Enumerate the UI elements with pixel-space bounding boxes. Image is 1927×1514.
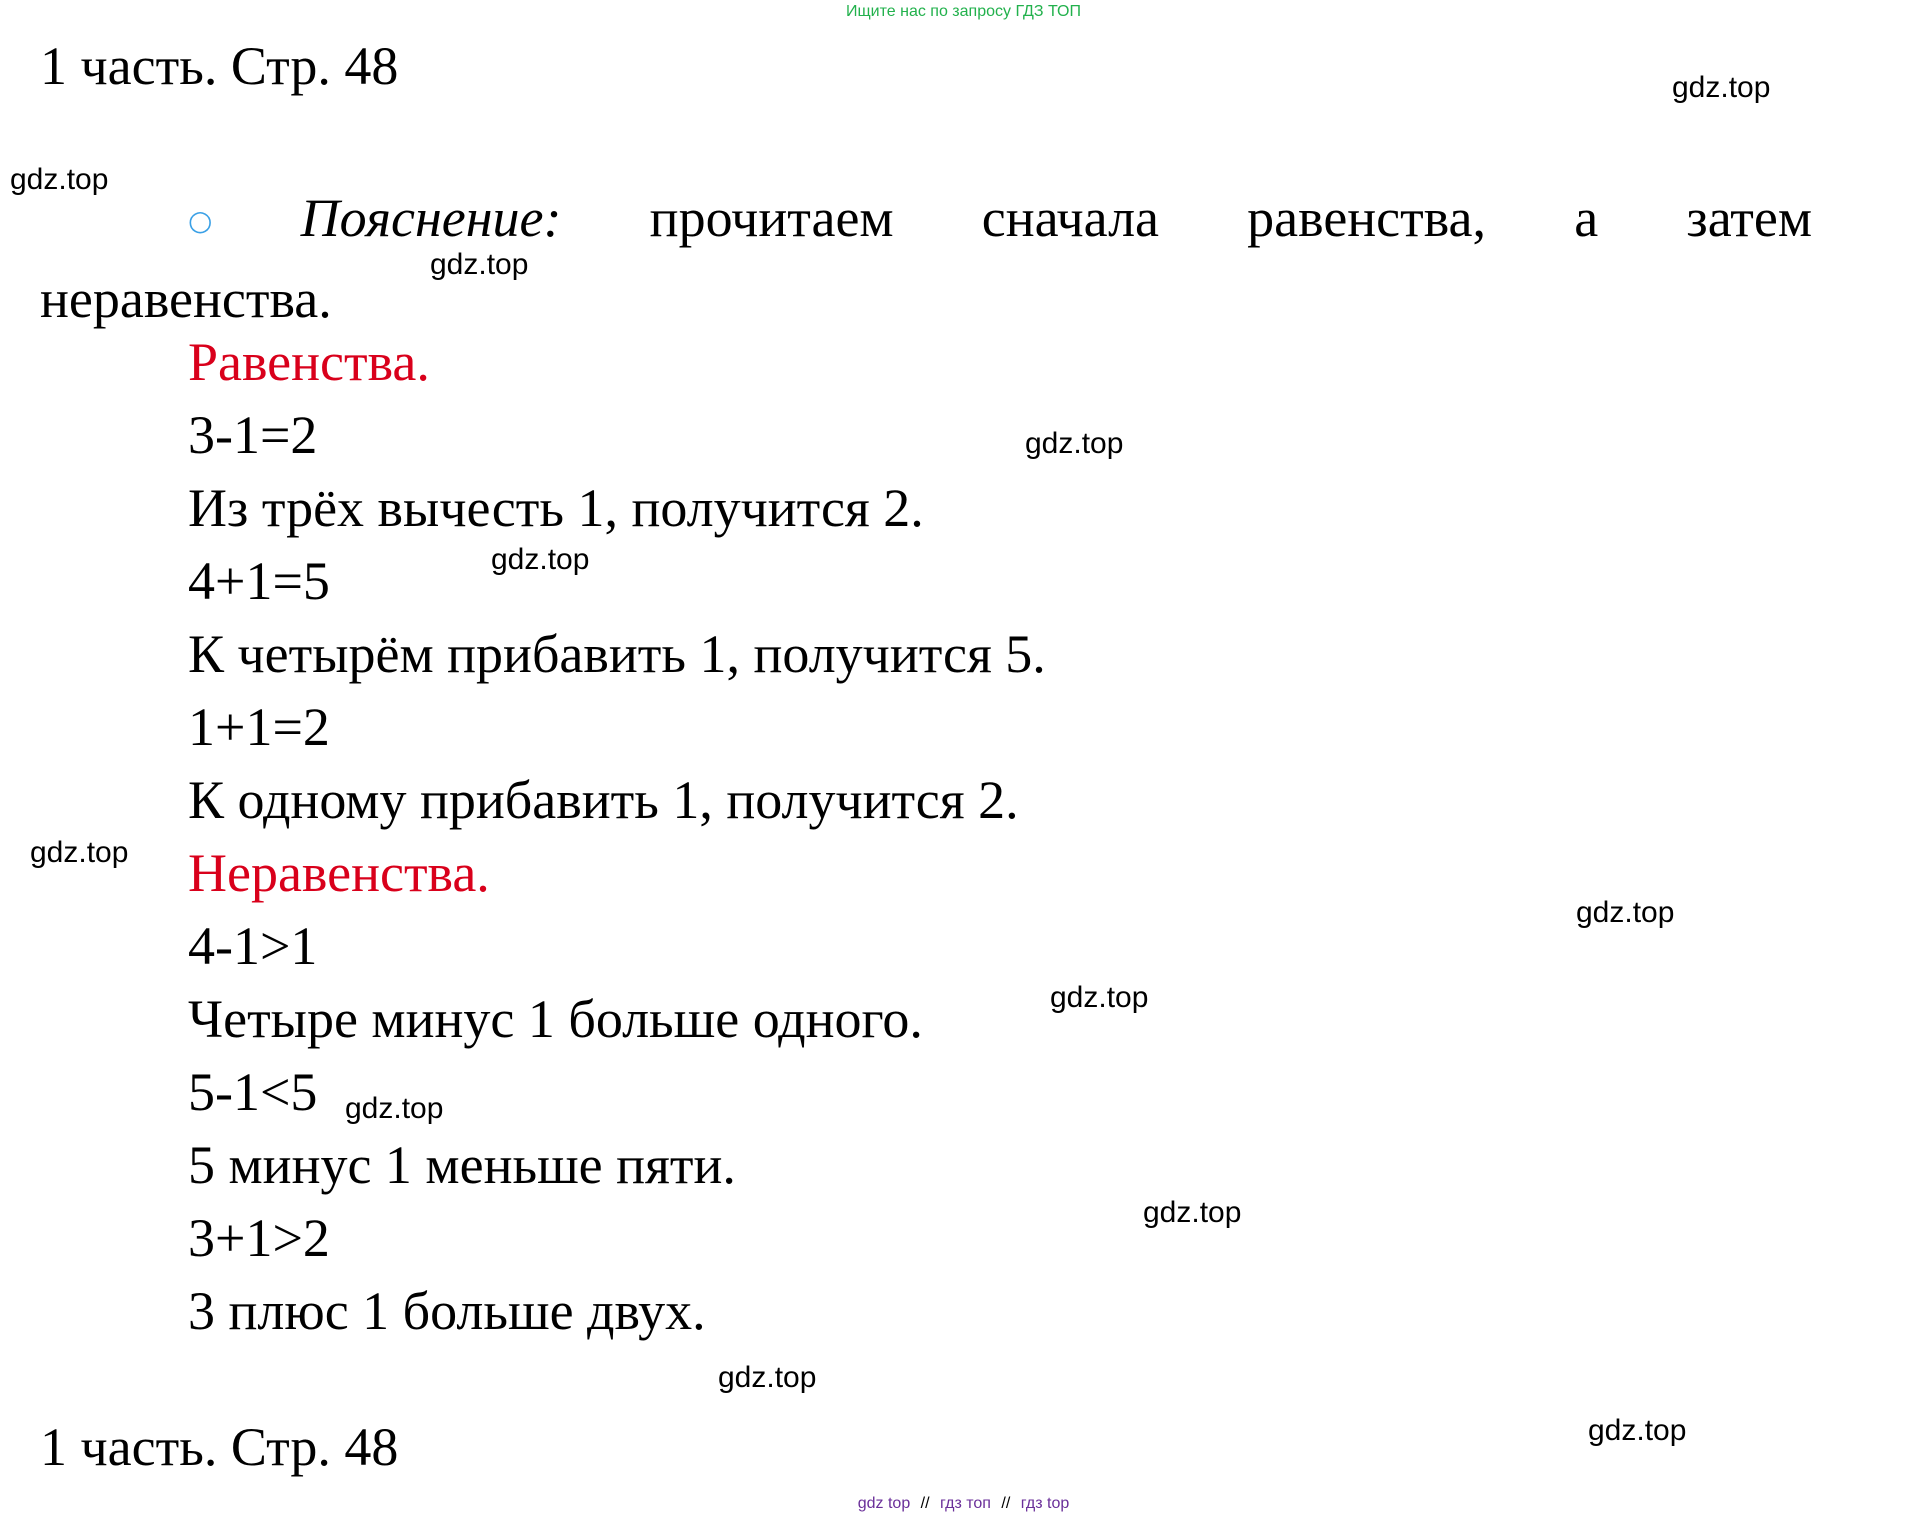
footer-link[interactable]: гдз топ <box>940 1495 991 1512</box>
footer-links <box>0 1494 1927 1514</box>
solution-body <box>188 326 1046 1348</box>
page-header-bottom: 1 часть. Стр. 48 <box>40 1417 399 1477</box>
equality-reading: К четырём прибавить 1, получится 5. <box>188 624 1046 684</box>
footer-link[interactable]: gdz top <box>857 1495 911 1512</box>
explanation-word: затем <box>1686 188 1812 248</box>
inequality-reading: 3 плюс 1 больше двух. <box>188 1281 706 1341</box>
inequality-expression: 3+1>2 <box>188 1208 330 1268</box>
watermark: gdz.top <box>1588 1414 1687 1447</box>
explanation-word: равенства, <box>1247 188 1487 248</box>
watermark: gdz.top <box>10 163 109 196</box>
equality-expression: 3-1=2 <box>188 405 318 465</box>
explanation-word: сначала <box>981 188 1159 248</box>
explanation-label: Пояснение: <box>300 188 562 248</box>
footer-separator: // <box>920 1495 930 1512</box>
watermark: gdz.top <box>491 543 590 576</box>
inequality-expression: 5-1<5 <box>188 1062 318 1122</box>
watermark: gdz.top <box>1143 1196 1242 1229</box>
footer-link[interactable]: гдз top <box>1020 1495 1070 1512</box>
equality-reading: К одному прибавить 1, получится 2. <box>188 770 1019 830</box>
explanation-continuation: неравенства. <box>40 269 332 329</box>
watermark: gdz.top <box>345 1092 444 1125</box>
page-header-top: 1 часть. Стр. 48 <box>40 36 399 96</box>
circle-bullet-icon: ○ <box>188 204 213 237</box>
explanation-word: прочитаем <box>649 188 894 248</box>
watermark: gdz.top <box>1576 896 1675 929</box>
watermark: gdz.top <box>1050 981 1149 1014</box>
inequality-reading: 5 минус 1 меньше пяти. <box>188 1135 736 1195</box>
inequality-expression: 4-1>1 <box>188 916 318 976</box>
search-banner[interactable]: Ищите нас по запросу ГДЗ ТОП <box>846 3 1081 20</box>
watermark: gdz.top <box>718 1361 817 1394</box>
watermark: gdz.top <box>1672 71 1771 104</box>
watermark: gdz.top <box>430 248 529 281</box>
equality-expression: 1+1=2 <box>188 697 330 757</box>
explanation-paragraph <box>40 182 1812 335</box>
footer-separator: // <box>1001 1495 1011 1512</box>
watermark: gdz.top <box>30 836 129 869</box>
inequality-reading: Четыре минус 1 больше одного. <box>188 989 923 1049</box>
inequalities-heading: Неравенства. <box>188 843 490 903</box>
equalities-heading: Равенства. <box>188 332 430 392</box>
explanation-word: а <box>1574 188 1599 248</box>
explanation-line <box>40 182 1812 263</box>
equality-expression: 4+1=5 <box>188 551 330 611</box>
watermark: gdz.top <box>1025 427 1124 460</box>
equality-reading: Из трёх вычесть 1, получится 2. <box>188 478 924 538</box>
